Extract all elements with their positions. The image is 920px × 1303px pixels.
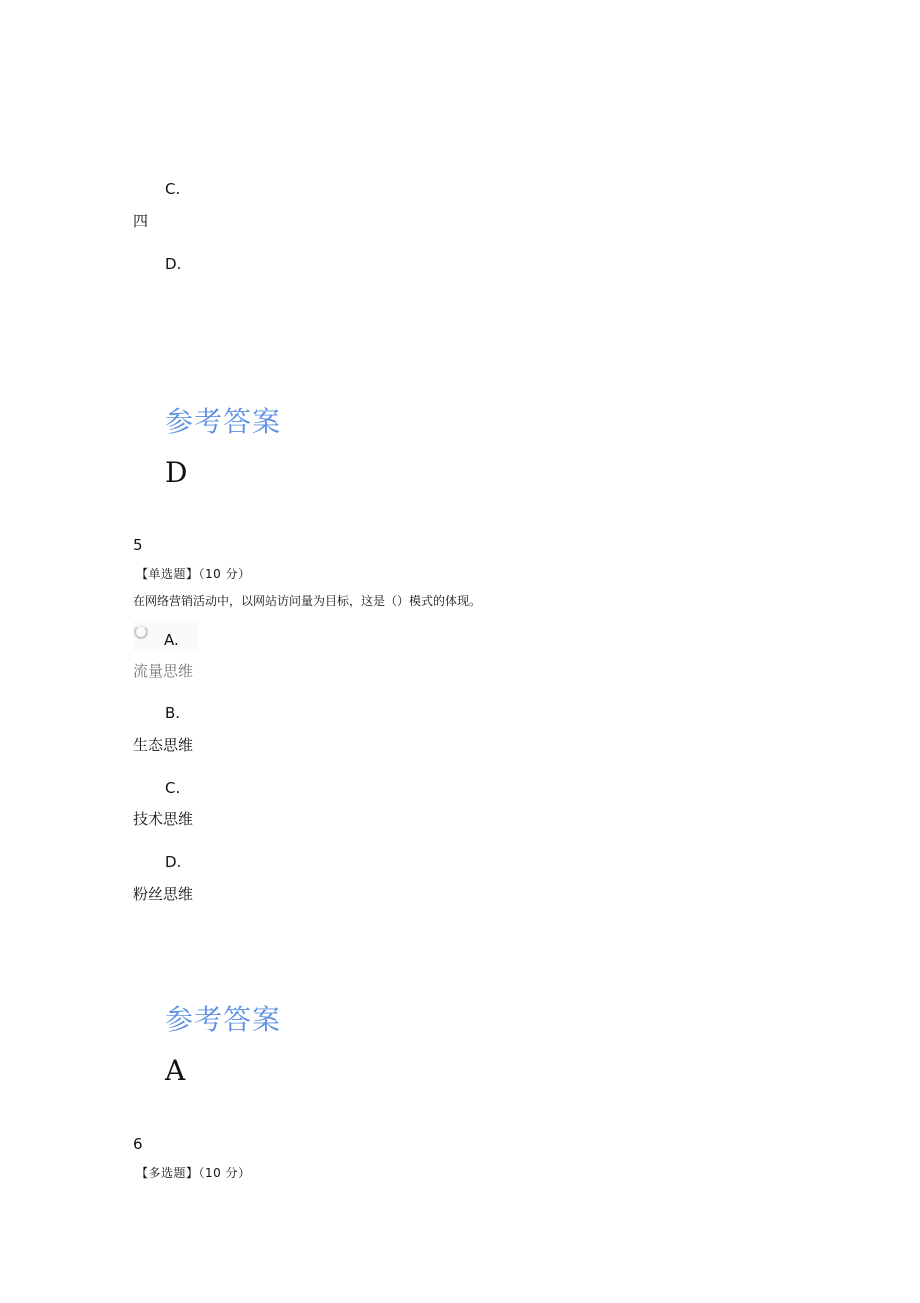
q4-reference-answer-heading: 参考答案 xyxy=(165,405,282,438)
q4-option-c-letter[interactable]: C. xyxy=(165,180,181,198)
q4-reference-answer: D xyxy=(165,456,188,489)
q5-option-a-text: 流量思维 xyxy=(133,662,194,680)
q6-number: 6 xyxy=(133,1135,143,1153)
q5-reference-answer: A xyxy=(165,1054,186,1087)
q6-type: 【多选题】（10 分） xyxy=(136,1166,251,1180)
q5-option-b-letter[interactable]: B. xyxy=(165,704,181,722)
q5-type: 【单选题】（10 分） xyxy=(136,567,251,581)
q4-option-d-letter[interactable]: D. xyxy=(165,255,182,273)
q5-option-d-text: 粉丝思维 xyxy=(133,885,194,903)
q5-option-c-letter[interactable]: C. xyxy=(165,779,181,797)
q4-option-c-text: 四 xyxy=(133,212,149,230)
q5-reference-answer-heading: 参考答案 xyxy=(165,1003,282,1036)
radio-loading-icon[interactable] xyxy=(134,625,148,639)
q5-option-d-letter[interactable]: D. xyxy=(165,853,182,871)
q5-stem: 在网络营销活动中，以网站访问量为目标，这是（）模式的体现。 xyxy=(133,594,482,608)
q5-option-c-text: 技术思维 xyxy=(133,810,194,828)
q5-option-a-row[interactable] xyxy=(133,621,199,651)
q5-option-b-text: 生态思维 xyxy=(133,736,194,754)
q5-option-a-letter[interactable]: A. xyxy=(164,631,179,649)
q5-number: 5 xyxy=(133,536,143,554)
